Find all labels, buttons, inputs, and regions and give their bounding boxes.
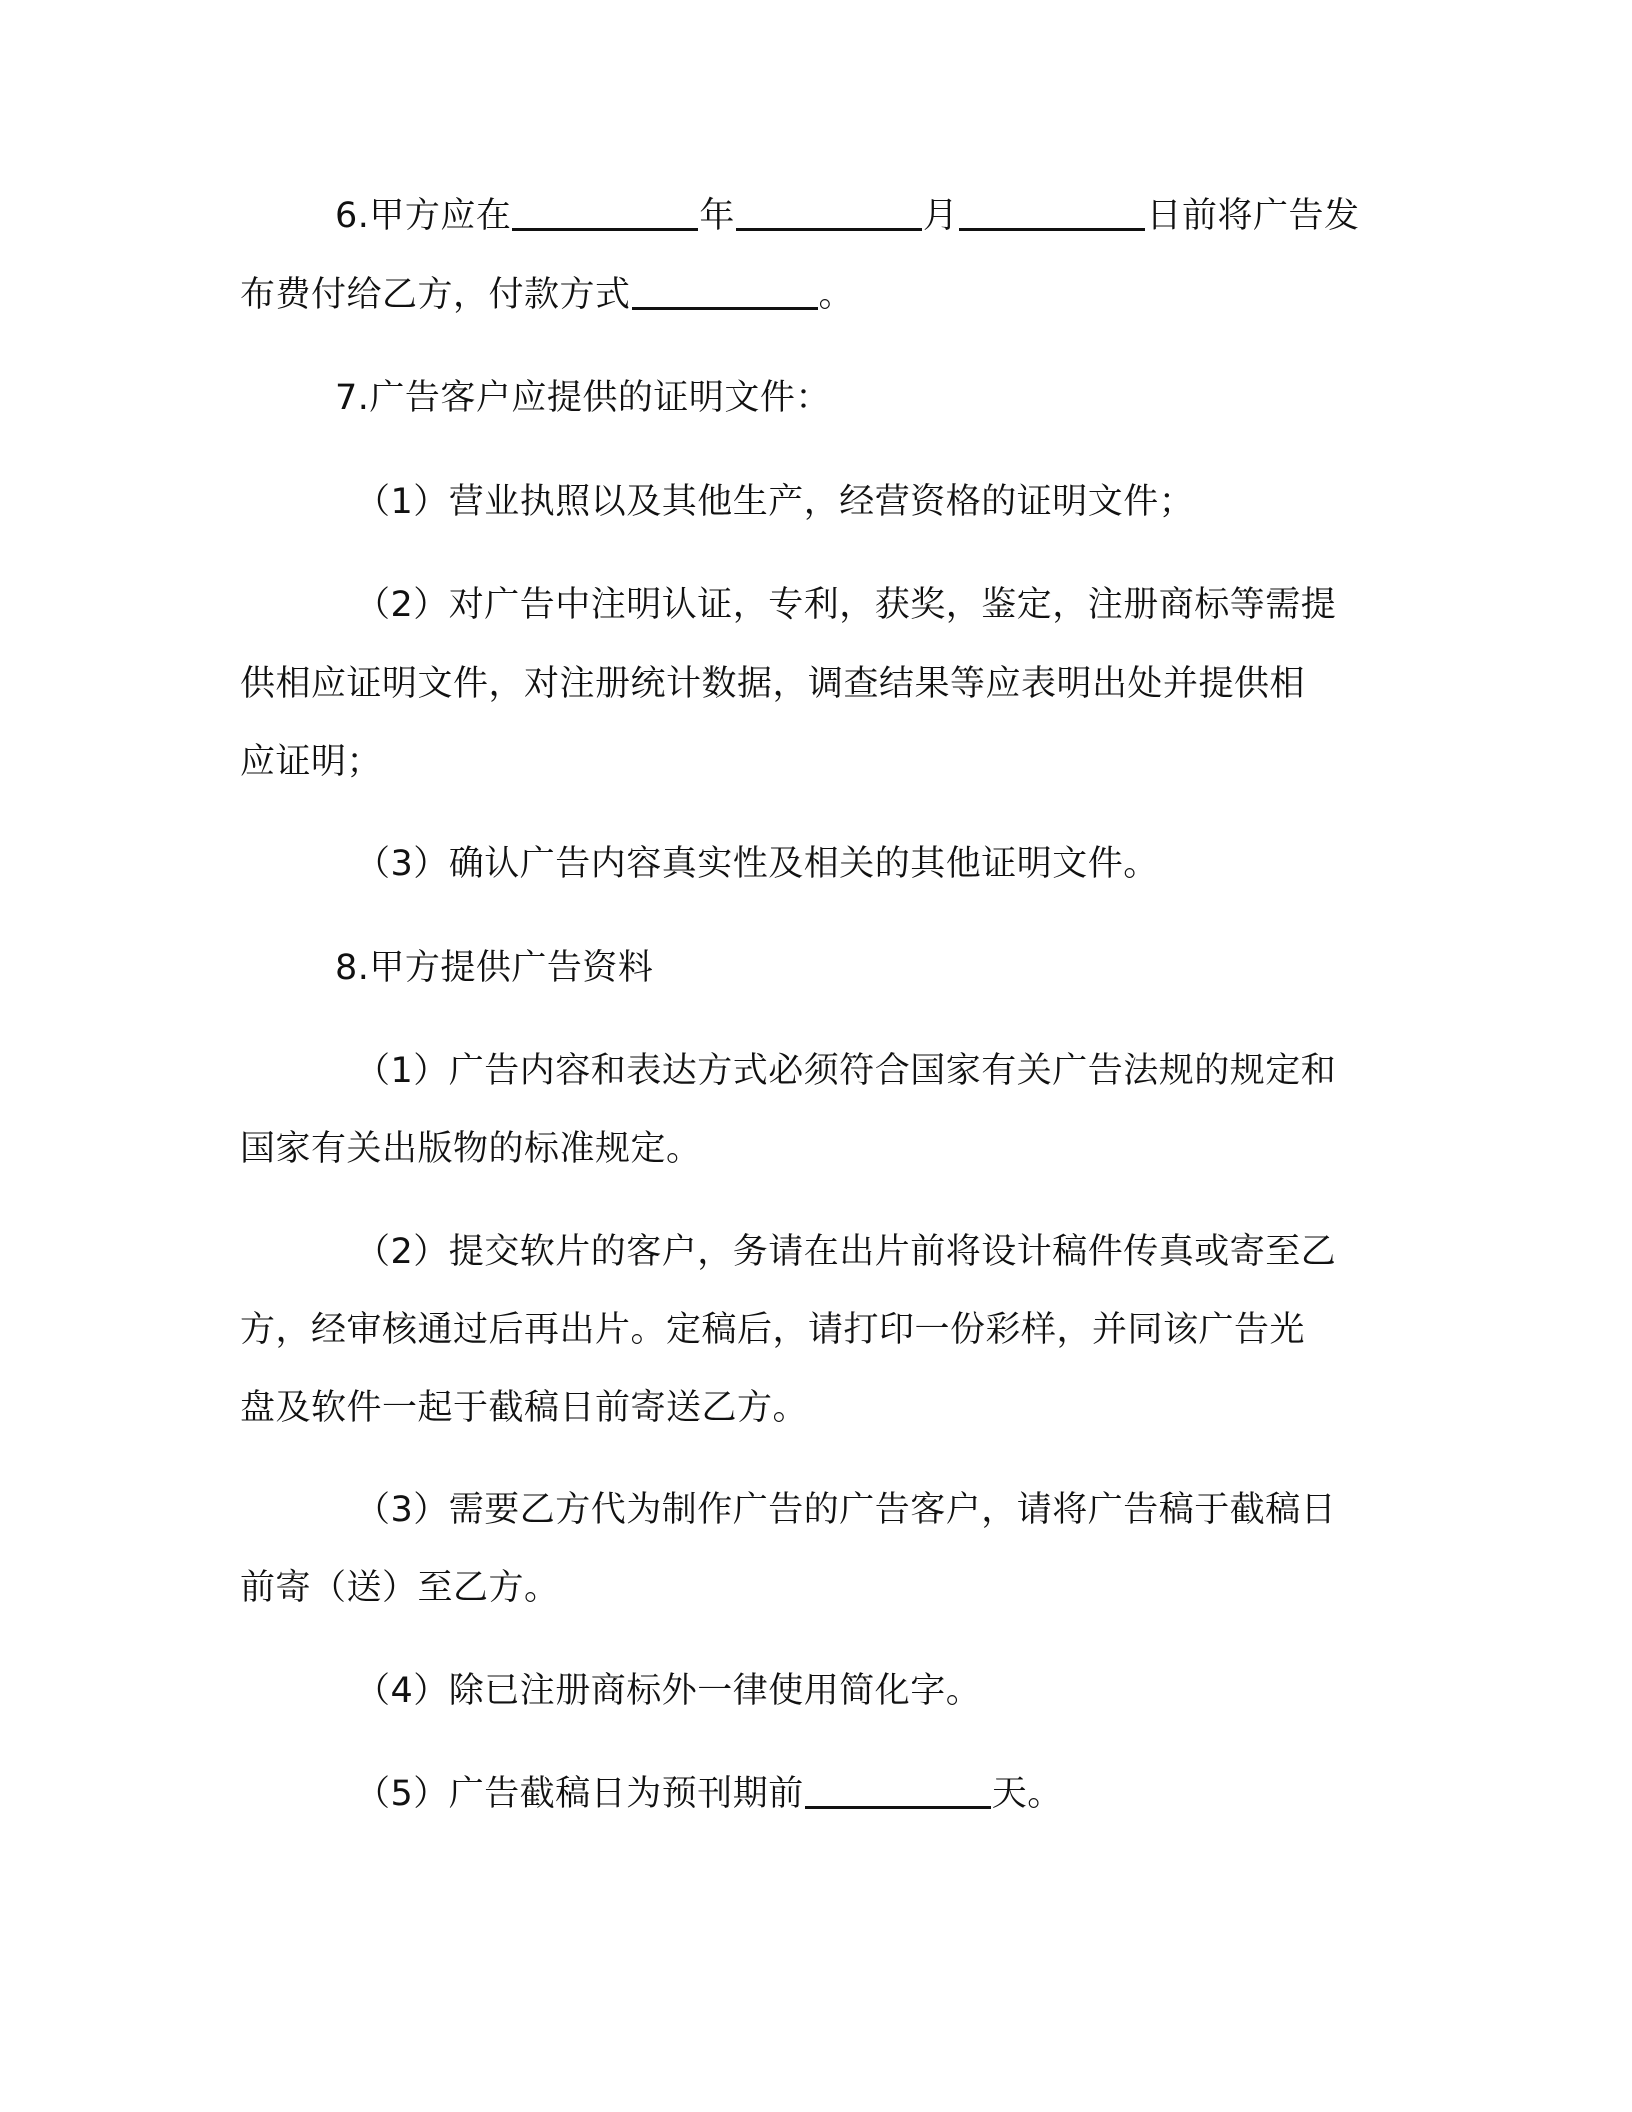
days-blank <box>805 1806 991 1809</box>
item6-line1-prefix: 6.甲方应在 <box>335 196 512 236</box>
item8-sub5-prefix: （5）广告截稿日为预刊期前 <box>355 1774 804 1814</box>
item8-sub5-suffix: 天。 <box>991 1774 1063 1814</box>
item7-heading: 7.广告客户应提供的证明文件： <box>335 378 831 418</box>
day-blank <box>959 228 1145 231</box>
item7-sub2-line1: （2）对广告中注明认证，专利，获奖，鉴定，注册商标等需提 <box>355 585 1337 625</box>
year-label: 年 <box>699 196 735 236</box>
item8-heading: 8.甲方提供广告资料 <box>335 948 654 988</box>
item8-sub1-line2: 国家有关出版物的标准规定。 <box>240 1129 702 1169</box>
item7-sub2-line3: 应证明； <box>240 742 383 782</box>
year-blank <box>512 228 698 231</box>
item7-sub2-line2: 供相应证明文件，对注册统计数据，调查结果等应表明出处并提供相 <box>240 664 1306 704</box>
month-label: 月 <box>922 196 959 236</box>
item8-sub5 <box>355 1774 1063 1814</box>
item6-line2 <box>240 275 854 315</box>
item6-line1-suffix: 日前将广告发 <box>1146 196 1360 236</box>
item6-line2-prefix: 布费付给乙方，付款方式 <box>240 275 631 315</box>
item7-sub3: （3）确认广告内容真实性及相关的其他证明文件。 <box>355 844 1159 884</box>
item8-sub2-line1: （2）提交软片的客户，务请在出片前将设计稿件传真或寄至乙 <box>355 1232 1337 1272</box>
item6-line1 <box>335 196 1359 236</box>
month-blank <box>736 228 922 231</box>
payment-method-blank <box>632 307 818 310</box>
item7-sub1: （1）营业执照以及其他生产，经营资格的证明文件； <box>355 482 1195 522</box>
item8-sub3-line1: （3）需要乙方代为制作广告的广告客户，请将广告稿于截稿日 <box>355 1490 1337 1530</box>
item8-sub3-line2: 前寄（送）至乙方。 <box>240 1568 560 1608</box>
item6-line2-suffix: 。 <box>818 275 855 315</box>
item8-sub4: （4）除已注册商标外一律使用简化字。 <box>355 1671 982 1711</box>
item8-sub1-line1: （1）广告内容和表达方式必须符合国家有关广告法规的规定和 <box>355 1051 1337 1091</box>
item8-sub2-line2: 方，经审核通过后再出片。定稿后，请打印一份彩样，并同该广告光 <box>240 1310 1306 1350</box>
item8-sub2-line3: 盘及软件一起于截稿日前寄送乙方。 <box>240 1388 809 1428</box>
